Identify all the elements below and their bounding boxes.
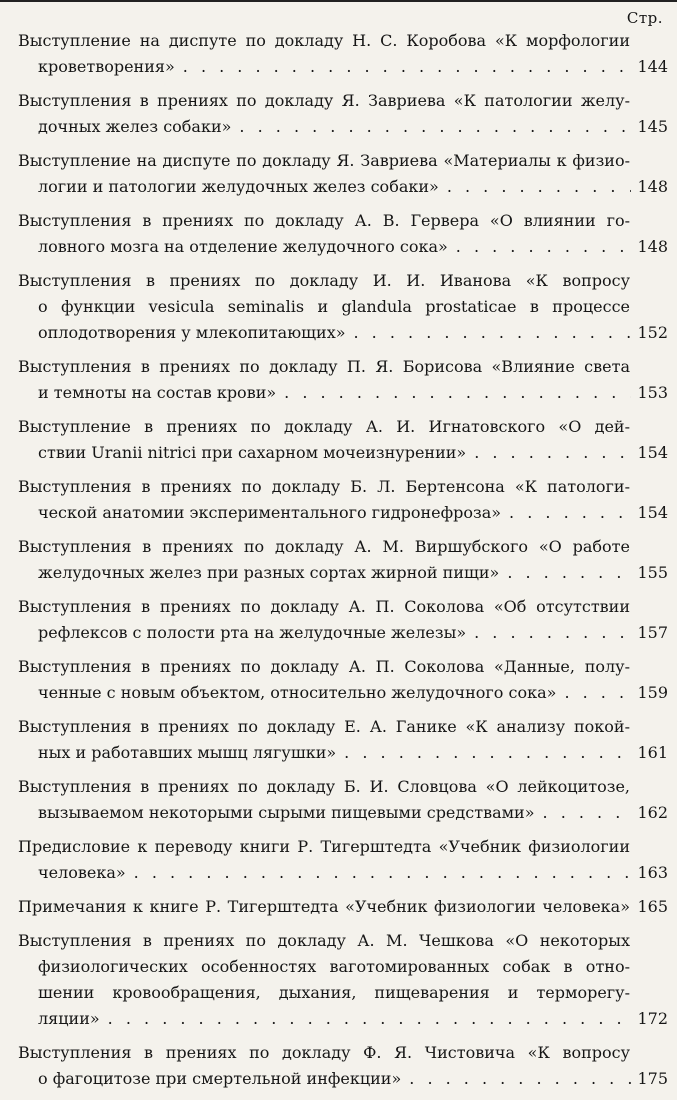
toc-entry-text: о фагоцитозе при смертельной инфекции» bbox=[38, 1069, 405, 1088]
toc-entry bbox=[18, 268, 668, 346]
toc-entry-line bbox=[18, 474, 668, 500]
toc-page-number: 163 bbox=[631, 860, 668, 886]
toc-page-number: 172 bbox=[631, 1006, 668, 1032]
page-column-header: Стр. bbox=[626, 9, 663, 27]
toc-entry-line bbox=[18, 980, 668, 1006]
toc-entry bbox=[18, 1040, 668, 1092]
toc-page-number: 154 bbox=[631, 500, 668, 526]
toc-page-number: 175 bbox=[631, 1066, 668, 1092]
toc-page-number: 152 bbox=[631, 320, 668, 346]
toc-entry-line bbox=[18, 774, 668, 800]
toc-entry-line bbox=[18, 440, 668, 466]
toc-entry bbox=[18, 148, 668, 200]
toc-entry-line bbox=[18, 294, 668, 320]
toc-entry-text: Выступления в прениях по докладу А. М. Чешкова «О некоторых bbox=[18, 931, 630, 950]
toc-entry-text: Выступления в прениях по докладу Б. И. Словцова «О лейкоцитозе, bbox=[18, 777, 630, 796]
toc-page-number: 148 bbox=[631, 174, 668, 200]
toc-entry-text: Выступления в прениях по докладу А. П. Соколова «Данные, полу- bbox=[18, 657, 630, 676]
toc-entry-text: Выступления в прениях по докладу Я. Завриева «К патологии желу- bbox=[18, 91, 630, 110]
toc-entry-text: Выступления в прениях по докладу И. И. Иванова «К вопросу bbox=[18, 271, 630, 290]
toc-page-number: 161 bbox=[631, 740, 668, 766]
toc-entry-text: человека» bbox=[38, 863, 130, 882]
toc-entry-line bbox=[18, 714, 668, 740]
toc-entry-text: рефлексов с полости рта на желудочные железы» bbox=[38, 623, 470, 642]
toc-entry bbox=[18, 594, 668, 646]
toc-entry-line bbox=[18, 954, 668, 980]
toc-page-number: 165 bbox=[631, 894, 668, 920]
toc-entry-line bbox=[18, 654, 668, 680]
toc-entry-line bbox=[18, 268, 668, 294]
toc-entry bbox=[18, 88, 668, 140]
toc-entry-line bbox=[18, 148, 668, 174]
toc-entry-text: Выступления в прениях по докладу А. М. Виршубского «О работе bbox=[18, 537, 630, 556]
toc-entry-text: Выступление на диспуте по докладу Н. С. Коробова «К морфологии bbox=[18, 31, 630, 50]
toc-entry-text: Выступление на диспуте по докладу Я. Завриева «Материалы к физио- bbox=[18, 151, 630, 170]
toc-entry-line bbox=[18, 54, 668, 80]
toc-entry bbox=[18, 834, 668, 886]
toc-page-number: 154 bbox=[631, 440, 668, 466]
toc-entry-line bbox=[18, 174, 668, 200]
toc-entry-line bbox=[18, 114, 668, 140]
toc-entry-line bbox=[18, 234, 668, 260]
toc-entry-text: о функции vesicula seminalis и glandula prostaticae в процессе bbox=[38, 297, 630, 316]
toc-entry-text: и темноты на состав крови» bbox=[38, 383, 280, 402]
toc-entry-text: Выступления в прениях по докладу П. Я. Борисова «Влияние света bbox=[18, 357, 630, 376]
toc-entry-text: ствии Uranii nitrici при сахарном мочеизнурении» bbox=[38, 443, 470, 462]
toc-entry-line bbox=[18, 834, 668, 860]
toc-entry-text: ческой анатомии экспериментального гидронефроза» bbox=[38, 503, 505, 522]
toc-entry-line bbox=[18, 928, 668, 954]
toc-page-number: 144 bbox=[631, 54, 668, 80]
toc-entry-line bbox=[18, 208, 668, 234]
toc-entry-line bbox=[18, 894, 668, 920]
toc-entry-line bbox=[18, 88, 668, 114]
toc-entry bbox=[18, 714, 668, 766]
toc-entry bbox=[18, 474, 668, 526]
top-rule bbox=[0, 0, 677, 6]
toc-entry-line bbox=[18, 1040, 668, 1066]
toc-entry-line bbox=[18, 740, 668, 766]
toc-entry-text: Выступление в прениях по докладу А. И. Игнатовского «О дей- bbox=[18, 417, 630, 436]
toc-entry-text: Выступления в прениях по докладу А. В. Гервера «О влиянии го- bbox=[18, 211, 630, 230]
toc-entry bbox=[18, 28, 668, 80]
toc-entry-line bbox=[18, 680, 668, 706]
toc-entry-line bbox=[18, 594, 668, 620]
toc-entry bbox=[18, 774, 668, 826]
toc-entry-text: Предисловие к переводу книги Р. Тигерштедта «Учебник физиологии bbox=[18, 837, 630, 856]
toc-entry-text: шении кровообращения, дыхания, пищеварения и терморегу- bbox=[38, 983, 630, 1002]
toc-entry-text: кроветворения» bbox=[38, 57, 179, 76]
toc-entry bbox=[18, 208, 668, 260]
toc-entry-text: логии и патологии желудочных желез собаки» bbox=[38, 177, 443, 196]
toc-entry-text: физиологических особенностях ваготомированных собак в отно- bbox=[38, 957, 630, 976]
toc-entry-line bbox=[18, 534, 668, 560]
toc-entry-line bbox=[18, 380, 668, 406]
toc-entry bbox=[18, 534, 668, 586]
toc-entry-text: Выступления в прениях по докладу Б. Л. Бертенсона «К патологи- bbox=[18, 477, 630, 496]
toc-entry bbox=[18, 354, 668, 406]
toc-entry-line bbox=[18, 28, 668, 54]
toc-entry bbox=[18, 894, 668, 920]
toc-entry-text: ляции» bbox=[38, 1009, 104, 1028]
toc-page-number: 159 bbox=[631, 680, 668, 706]
toc-entry-text: ченные с новым объектом, относительно желудочного сока» bbox=[38, 683, 560, 702]
toc-page-number: 153 bbox=[631, 380, 668, 406]
toc-entry-line bbox=[18, 1006, 668, 1032]
toc-entry-line bbox=[18, 800, 668, 826]
toc-entry-text: дочных желез собаки» bbox=[38, 117, 235, 136]
toc-entry-line bbox=[18, 560, 668, 586]
toc-entry-text: Выступления в прениях по докладу Е. А. Ганике «К анализу покой- bbox=[18, 717, 630, 736]
toc-page-number: 155 bbox=[631, 560, 668, 586]
toc-entry-text: вызываемом некоторыми сырыми пищевыми средствами» bbox=[38, 803, 539, 822]
toc-page-number: 148 bbox=[631, 234, 668, 260]
toc-entry-text: Примечания к книге Р. Тигерштедта «Учебник физиологии человека» bbox=[18, 897, 630, 916]
toc-page-number: 162 bbox=[631, 800, 668, 826]
toc-entry-text: желудочных желез при разных сортах жирной пищи» bbox=[38, 563, 503, 582]
toc-entry-text: ных и работавших мышц лягушки» bbox=[38, 743, 340, 762]
toc-page-number: 157 bbox=[631, 620, 668, 646]
toc-entry-text: ловного мозга на отделение желудочного сока» bbox=[38, 237, 452, 256]
table-of-contents bbox=[18, 28, 668, 1100]
toc-entry-line bbox=[18, 860, 668, 886]
toc-entry-line bbox=[18, 500, 668, 526]
toc-entry-line bbox=[18, 320, 668, 346]
toc-entry-line bbox=[18, 354, 668, 380]
toc-entry-text: Выступления в прениях по докладу Ф. Я. Чистовича «К вопросу bbox=[18, 1043, 630, 1062]
toc-entry-line bbox=[18, 414, 668, 440]
toc-entry bbox=[18, 414, 668, 466]
toc-entry-line bbox=[18, 1066, 668, 1092]
toc-entry bbox=[18, 928, 668, 1032]
toc-page-number: 145 bbox=[631, 114, 668, 140]
toc-entry-line bbox=[18, 620, 668, 646]
toc-entry-text: Выступления в прениях по докладу А. П. Соколова «Об отсутствии bbox=[18, 597, 630, 616]
toc-entry bbox=[18, 654, 668, 706]
toc-entry-text: оплодотворения у млекопитающих» bbox=[38, 323, 350, 342]
